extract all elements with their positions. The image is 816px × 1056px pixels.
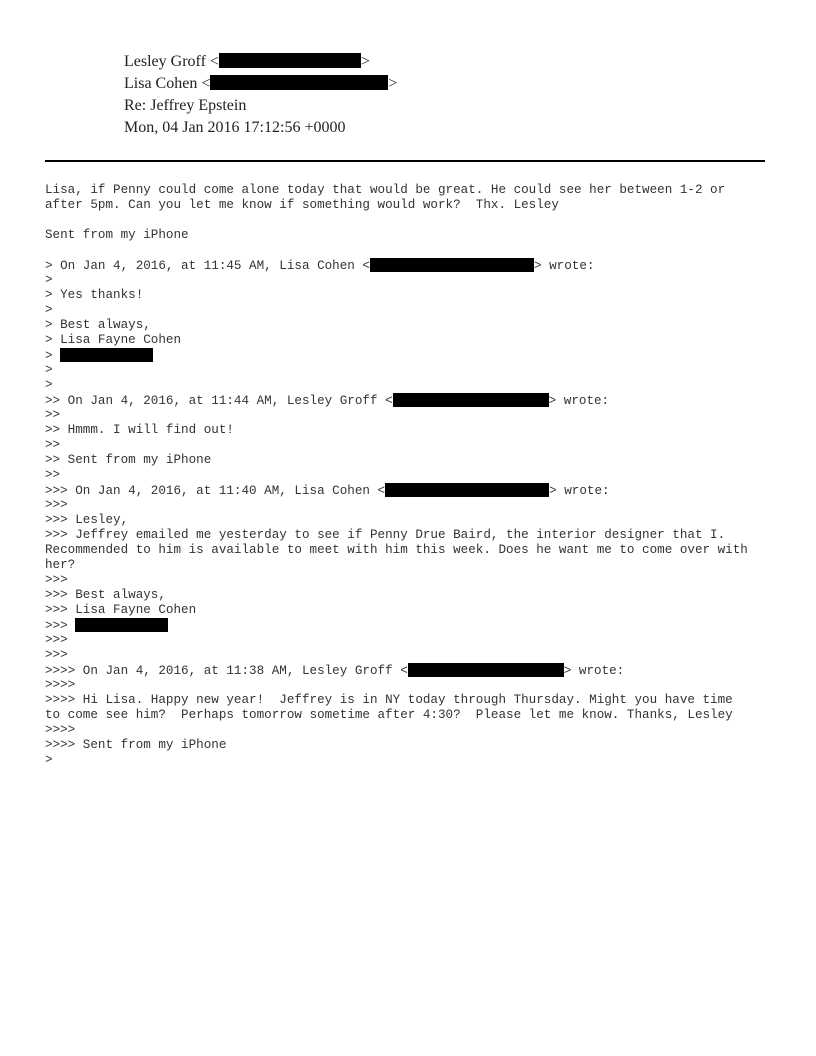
quoted-header-tail: > wrote: [533, 259, 595, 273]
to-value [124, 74, 397, 94]
quoted-header-text: > On Jan 4, 2016, at 11:45 AM, Lisa Cohen < [45, 259, 370, 273]
quoted-header-text: >> On Jan 4, 2016, at 11:44 AM, Lesley Groff < [45, 394, 393, 408]
body-line [45, 213, 775, 228]
signature-line [45, 618, 775, 633]
signature-line [45, 348, 775, 363]
body-line: >>> Best always, [45, 588, 166, 602]
body-line: Recommended to him is available to meet with him this week. Does he want me to come over with [45, 543, 748, 557]
body-line: > Yes thanks! [45, 288, 144, 302]
quoted-header-text: >>> On Jan 4, 2016, at 11:40 AM, Lisa Cohen < [45, 484, 386, 498]
from-name: Lesley Groff < [124, 53, 219, 70]
body-line: >>> Lesley, [45, 513, 129, 527]
body-line: >>> [45, 633, 68, 647]
subject-value: Re: Jeffrey Epstein [124, 97, 247, 114]
redaction-box [60, 348, 153, 362]
redaction-box [408, 663, 564, 677]
redaction-box [393, 393, 549, 407]
from-close: > [360, 53, 370, 70]
body-line: >>> Jeffrey emailed me yesterday to see if Penny Drue Baird, the interior designer that I. [45, 528, 726, 542]
body-line: > Best always, [45, 318, 151, 332]
body-line: >> [45, 438, 61, 452]
header-divider [45, 160, 765, 162]
body-line: > [45, 378, 53, 392]
body-line: to come see him? Perhaps tomorrow sometime after 4:30? Please let me know. Thanks, Lesley [45, 708, 733, 722]
body-line: >>> [45, 498, 68, 512]
body-line: >> Sent from my iPhone [45, 453, 212, 467]
body-line: > [45, 363, 53, 377]
body-line: >>> [45, 648, 68, 662]
body-line [45, 243, 775, 258]
body-line: >>>> [45, 678, 76, 692]
to-name: Lisa Cohen < [124, 75, 211, 92]
redaction-box [219, 53, 361, 68]
body-line: Lisa, if Penny could come alone today that would be great. He could see her between 1-2 or [45, 183, 726, 197]
redaction-box [75, 618, 168, 632]
body-line: > [45, 273, 53, 287]
to-close: > [388, 75, 398, 92]
body-line: >>>> Sent from my iPhone [45, 738, 227, 752]
quoted-header-tail: > wrote: [549, 484, 610, 498]
body-line: >>> Lisa Fayne Cohen [45, 603, 197, 617]
quoted-header-line [45, 393, 775, 408]
quote-marker: > [45, 349, 61, 363]
date-value: Mon, 04 Jan 2016 17:12:56 +0000 [124, 119, 346, 136]
quote-marker: >>> [45, 619, 76, 633]
body-line: >> [45, 468, 61, 482]
quoted-header-tail: > wrote: [563, 664, 625, 678]
quoted-header-line [45, 663, 775, 678]
body-line: after 5pm. Can you let me know if something would work? Thx. Lesley [45, 198, 559, 212]
body-line: >> Hmmm. I will find out! [45, 423, 234, 437]
body-line: >> [45, 408, 61, 422]
body-line: Sent from my iPhone [45, 228, 189, 242]
body-line: > [45, 753, 53, 767]
body-line: >>>> [45, 723, 76, 737]
body-line: >>>> Hi Lisa. Happy new year! Jeffrey is in NY today through Thursday. Might you have time [45, 693, 733, 707]
body-line: > Lisa Fayne Cohen [45, 333, 182, 347]
quoted-header-line [45, 258, 775, 273]
from-value [124, 52, 370, 72]
body-line: > [45, 303, 53, 317]
redaction-box [385, 483, 549, 497]
quoted-header-tail: > wrote: [548, 394, 610, 408]
email-body [45, 183, 775, 768]
quoted-header-text: >>>> On Jan 4, 2016, at 11:38 AM, Lesley Groff < [45, 664, 408, 678]
redaction-box [210, 75, 388, 90]
body-line: her? [45, 558, 76, 572]
redaction-box [370, 258, 534, 272]
quoted-header-line [45, 483, 775, 498]
body-line: >>> [45, 573, 68, 587]
